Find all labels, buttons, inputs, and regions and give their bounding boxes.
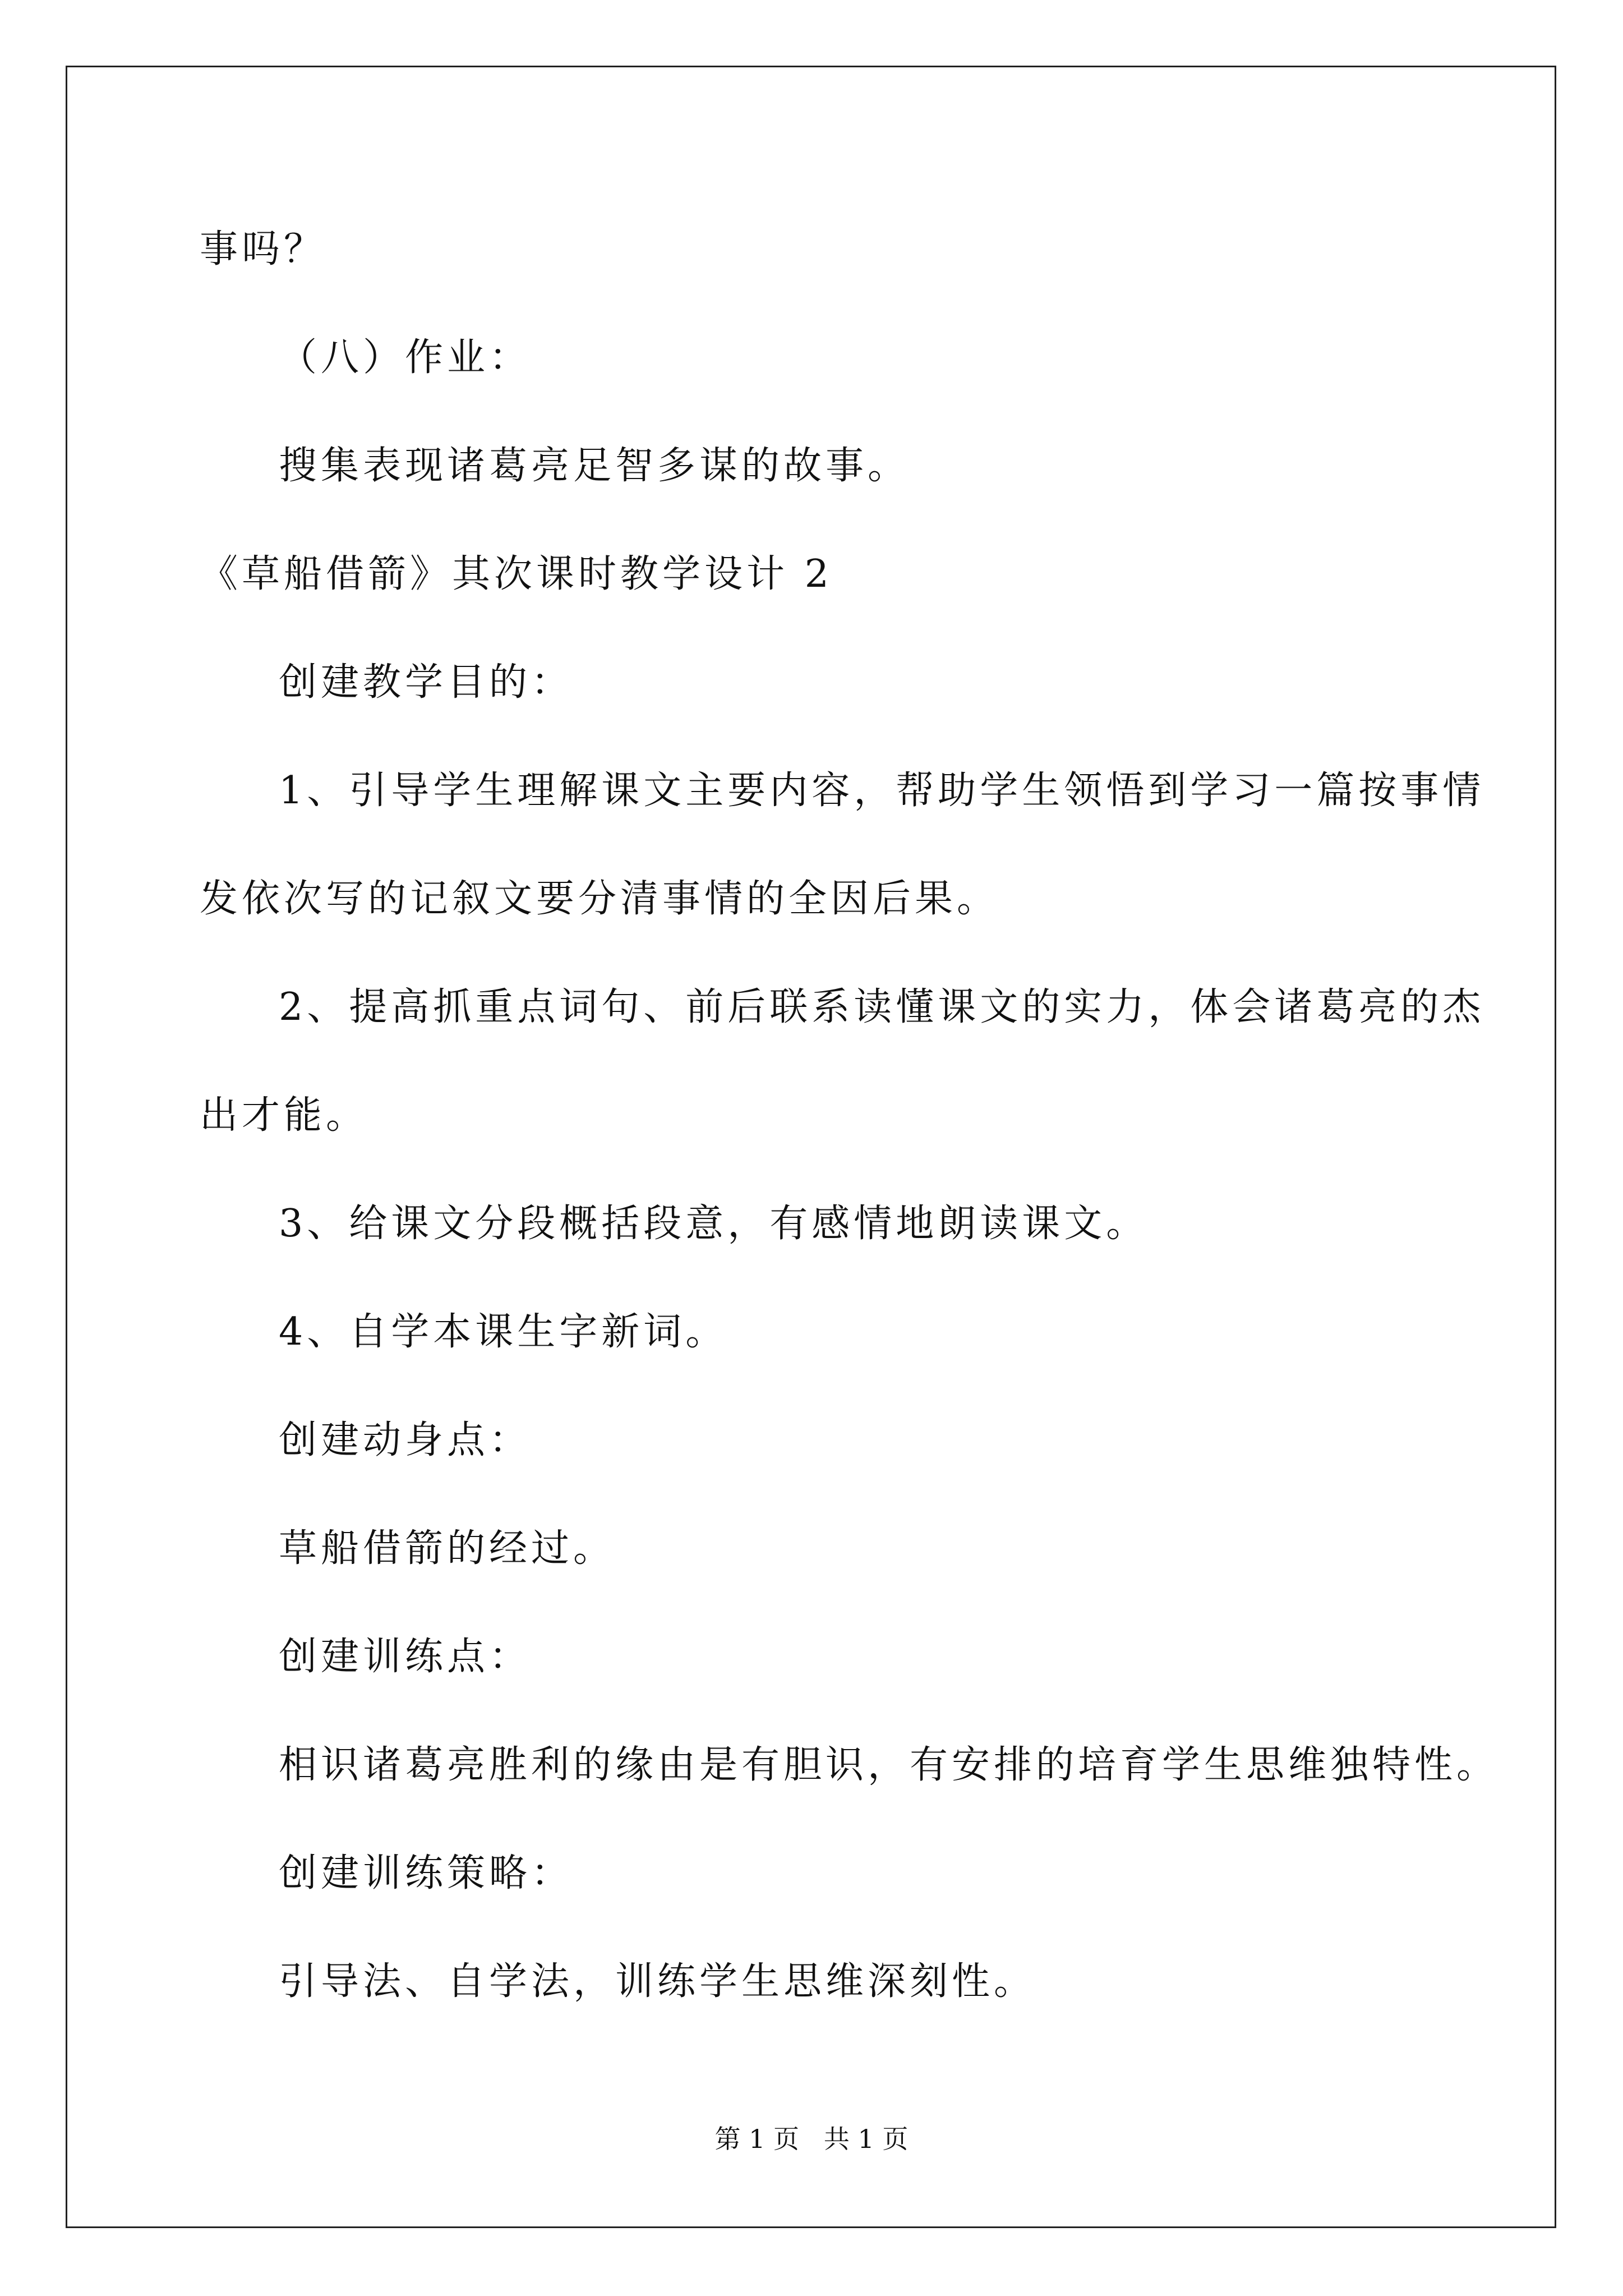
goal-item-1-continuation: 发依次写的记叙文要分清事情的全因后果。 (200, 877, 999, 921)
heading-training-strategy: 创建训练策略： (279, 1851, 574, 1895)
goal-item-2: 2、提高抓重点词句、前后联系读懂课文的实力，体会诸葛亮的杰 (279, 985, 1485, 1029)
heading-starting-point: 创建动身点： (279, 1418, 532, 1462)
paragraph-training-strategy: 引导法、自学法，训练学生思维深刻性。 (279, 1959, 1036, 2004)
paragraph-training-point: 相识诸葛亮胜利的缘由是有胆识，有安排的培育学生思维独特性。 (279, 1743, 1499, 1787)
goal-item-3: 3、给课文分段概括段意，有感情地朗读课文。 (279, 1202, 1149, 1246)
goal-item-4: 4、自学本课生字新词。 (279, 1310, 728, 1354)
heading-training-point: 创建训练点： (279, 1635, 532, 1679)
page-footer: 第 1 页 共 1 页 (714, 2124, 909, 2154)
section-heading-homework: （八）作业： (279, 335, 532, 380)
paragraph-continuation: 事吗？ (200, 227, 326, 272)
goal-item-1: 1、引导学生理解课文主要内容，帮助学生领悟到学习一篇按事情 (279, 769, 1485, 813)
goal-item-2-continuation: 出才能。 (200, 1093, 368, 1138)
page-frame (66, 66, 1556, 2228)
document-title: 《草船借箭》其次课时教学设计 2 (200, 552, 833, 596)
paragraph-starting-point: 草船借箭的经过。 (279, 1526, 616, 1571)
heading-teaching-goals: 创建教学目的： (279, 660, 574, 705)
paragraph-homework: 搜集表现诸葛亮足智多谋的故事。 (279, 444, 910, 488)
